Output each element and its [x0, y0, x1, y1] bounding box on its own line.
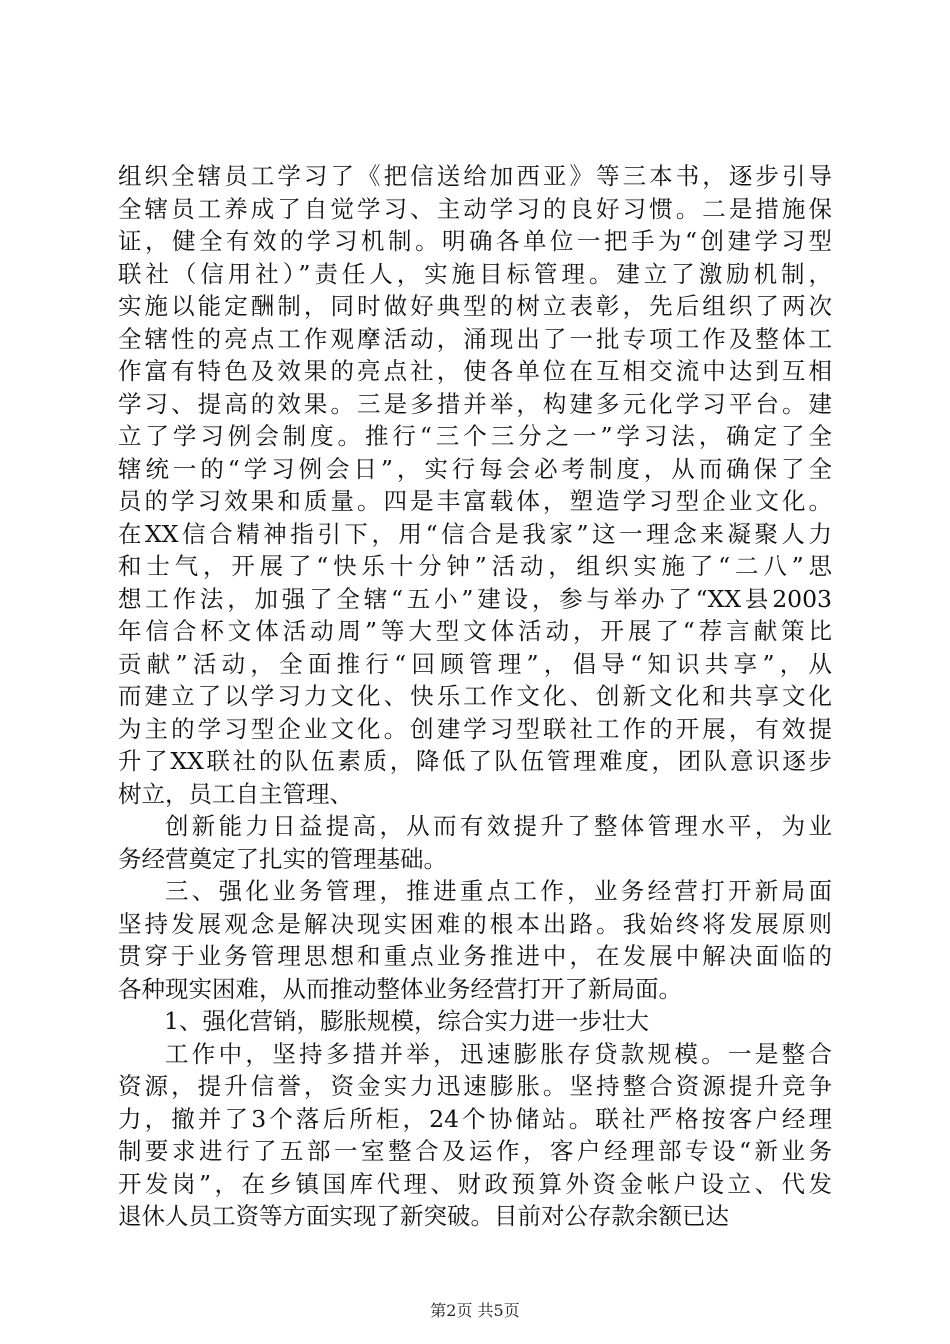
page-number-footer: 第2页 共5页 — [430, 1301, 520, 1320]
text-line: 联社（信用社）”责任人，实施目标管理。建立了激励机制， — [118, 259, 832, 288]
text-line: 升了XX联社的队伍素质，降低了队伍管理难度，团队意识逐步 — [118, 747, 832, 775]
text-line: 学习、提高的效果。三是多措并举，构建多元化学习平台。建 — [118, 389, 832, 418]
text-line: 作富有特色及效果的亮点社，使各单位在互相交流中达到互相 — [118, 357, 832, 385]
text-line: 各种现实困难，从而推动整体业务经营打开了新局面。 — [118, 974, 682, 1003]
text-line: 立了学习例会制度。推行“三个三分之一”学习法，确定了全 — [118, 422, 832, 450]
paragraph-first-line: 工作中，坚持多措并举，迅速膨胀存贷款规模。一是整合 — [165, 1039, 832, 1068]
text-line: 开发岗”，在乡镇国库代理、财政预算外资金帐户设立、代发 — [118, 1169, 832, 1198]
text-line: 证，健全有效的学习机制。明确各单位一把手为“创建学习型 — [118, 227, 832, 255]
text-line: 务经营奠定了扎实的管理基础。 — [118, 844, 447, 873]
section-heading: 三、强化业务管理，推进重点工作，业务经营打开新局面 — [165, 877, 832, 905]
text-line: 制要求进行了五部一室整合及运作，客户经理部专设“新业务 — [118, 1137, 832, 1165]
text-line: 坚持发展观念是解决现实困难的根本出路。我始终将发展原则 — [118, 909, 832, 938]
text-line: 贯穿于业务管理思想和重点业务推进中，在发展中解决面临的 — [118, 942, 832, 970]
text-line: 想工作法，加强了全辖“五小”建设，参与举办了“XX县2003 — [118, 584, 832, 613]
text-line: 在XX信合精神指引下，用“信合是我家”这一理念来凝聚人力 — [118, 519, 832, 548]
text-line: 全辖性的亮点工作观摩活动，涌现出了一批专项工作及整体工 — [118, 324, 832, 353]
text-line: 和士气，开展了“快乐十分钟”活动，组织实施了“二八”思 — [118, 552, 832, 580]
text-line: 辖统一的“学习例会日”，实行每会必考制度，从而确保了全 — [118, 454, 832, 483]
text-line: 全辖员工养成了自觉学习、主动学习的良好习惯。二是措施保 — [118, 194, 832, 223]
text-line: 组织全辖员工学习了《把信送给加西亚》等三本书，逐步引导 — [118, 162, 832, 190]
text-line: 实施以能定酬制，同时做好典型的树立表彰，先后组织了两次 — [118, 292, 832, 320]
text-line: 树立，员工自主管理、 — [118, 779, 353, 808]
subsection-heading: 1、强化营销，膨胀规模，综合实力进一步壮大 — [164, 1007, 649, 1035]
text-line: 贡献”活动，全面推行“回顾管理”，倡导“知识共享”，从 — [118, 649, 832, 678]
text-line: 资源，提升信誉，资金实力迅速膨胀。坚持整合资源提升竞争 — [118, 1072, 832, 1100]
text-line: 退休人员工资等方面实现了新突破。目前对公存款余额已达 — [118, 1202, 729, 1230]
document-body — [118, 160, 832, 1233]
paragraph-first-line: 创新能力日益提高，从而有效提升了整体管理水平，为业 — [165, 812, 832, 840]
text-line: 年信合杯文体活动周”等大型文体活动，开展了“荐言献策比 — [118, 617, 832, 645]
text-line: 力，撤并了3个落后所柜，24个协储站。联社严格按客户经理 — [118, 1104, 832, 1133]
text-line: 员的学习效果和质量。四是丰富载体，塑造学习型企业文化。 — [118, 487, 832, 515]
text-line: 为主的学习型企业文化。创建学习型联社工作的开展，有效提 — [118, 714, 832, 743]
text-line: 而建立了以学习力文化、快乐工作文化、创新文化和共享文化 — [118, 682, 832, 710]
